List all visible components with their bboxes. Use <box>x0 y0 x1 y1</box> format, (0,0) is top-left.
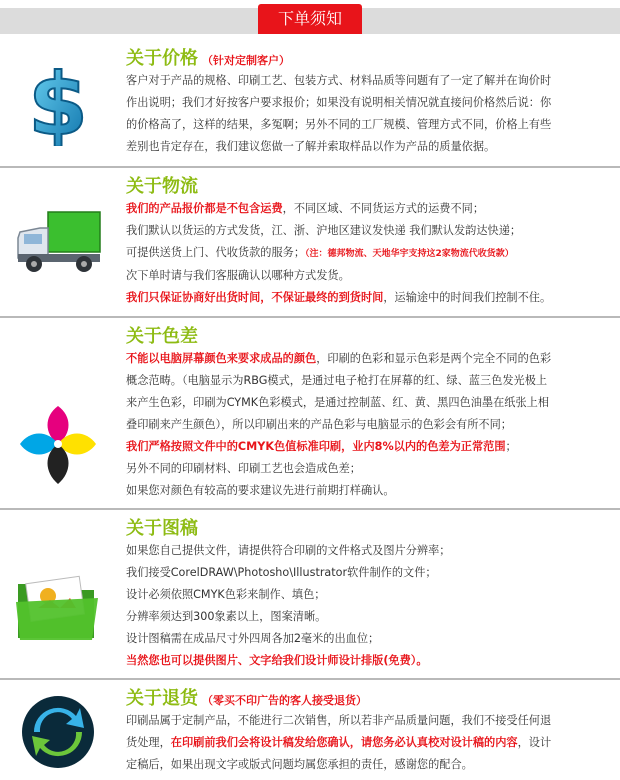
price-subtitle: （针对定制客户） <box>202 54 290 67</box>
logistics-line-5 <box>126 287 606 309</box>
section-returns <box>0 680 620 779</box>
color-title: 关于色差 <box>126 326 198 347</box>
returns-line-2-b: ，设计 <box>517 736 552 749</box>
returns-title-text: 关于退货 <box>126 688 198 709</box>
section-color <box>0 318 620 510</box>
color-body <box>126 348 606 502</box>
returns-subtitle: （零买不印广告的客人接受退货） <box>202 694 367 707</box>
color-line-5 <box>126 436 606 458</box>
artwork-line-2: 我们接受CorelDRAW\Photosho\Illustrator软件制作的文件； <box>126 566 437 579</box>
returns-line-1: 印刷品属于定制产品，不能进行二次销售，所以若非产品质量问题，我们不接受任何退 <box>126 714 552 727</box>
price-line: 差别也肯定存在，我们建议您做一了解并索取样品以作为产品的质量依据。 <box>126 140 496 153</box>
price-title-text: 关于价格 <box>126 48 198 69</box>
folder-icon <box>14 562 102 650</box>
artwork-line-4: 分辨率须达到300象素以上，图案清晰。 <box>126 610 327 623</box>
logistics-line-5-red: 我们只保证协商好出货时间，不保证最终的到货时间 <box>126 291 384 304</box>
header-tab <box>258 4 362 34</box>
artwork-line-5: 设计图稿需在成品尺寸外四周各加2毫米的出血位； <box>126 632 380 645</box>
svg-text:$: $ <box>28 58 88 146</box>
logistics-line-3 <box>126 242 606 265</box>
truck-icon <box>14 198 102 286</box>
logistics-note: （注：德邦物流、天地华宇支持这2家物流代收货款） <box>305 249 514 259</box>
logistics-body <box>126 198 606 309</box>
artwork-title: 关于图稿 <box>126 518 198 539</box>
section-artwork <box>0 510 620 680</box>
returns-title <box>126 684 367 710</box>
header <box>0 0 620 34</box>
color-line-1 <box>126 348 606 370</box>
artwork-line-1: 如果您自己提供文件，请提供符合印刷的文件格式及图片分辨率； <box>126 544 451 557</box>
returns-line-3: 定稿后，如果出现文字或版式问题均属您承担的责任，感谢您的配合。 <box>126 758 473 771</box>
section-logistics <box>0 168 620 318</box>
color-line-1-rest: ，印刷的色彩和显示色彩是两个完全不同的色彩 <box>316 352 552 365</box>
color-line-5-red: 我们严格按照文件中的CMYK色值标准印刷，业内8%以内的色差为正常范围 <box>126 440 506 453</box>
logistics-line-5-rest: ，运输途中的时间我们控制不住。 <box>383 291 552 304</box>
header-title: 下单须知 <box>277 9 342 28</box>
price-line: 的价格高了，这样的结果，多冤啊；另外不同的工厂规模、管理方式不同，价格上有些 <box>126 118 552 131</box>
returns-line-2-red: 在印刷前我们会将设计稿发给您确认，请您务必认真校对设计稿的内容 <box>170 736 518 749</box>
color-line-7: 如果您对颜色有较高的要求建议先进行前期打样确认。 <box>126 484 395 497</box>
price-line: 作出说明；我们才好按客户要求报价；如果没有说明相关情况就直接问价格然后说：你 <box>126 96 552 109</box>
logistics-line-4: 次下单时请与我们客服确认以哪种方式发货。 <box>126 269 350 282</box>
logistics-line-1-rest: ，不同区域、不同货运方式的运费不同； <box>282 202 485 215</box>
price-body <box>126 70 606 158</box>
color-line-2: 概念范畴。（电脑显示为RBG模式，是通过电子枪打在屏幕的红、绿、蓝三色发光极上 <box>126 374 548 387</box>
logistics-line-1-red: 我们的产品报价都是不包含运费 <box>126 202 283 215</box>
returns-line-2-a: 货处理， <box>126 736 171 749</box>
cmyk-icon <box>14 400 102 488</box>
color-line-3: 来产生色彩，印刷为CYMK色彩模式，是通过控制蓝、红、黄、黑四色油墨在纸张上相 <box>126 396 550 409</box>
price-title <box>126 44 290 70</box>
dollar-icon <box>14 58 102 146</box>
color-line-5-rest: ； <box>505 440 517 453</box>
section-price <box>0 40 620 168</box>
price-line: 客户对于产品的规格、印刷工艺、包装方式、材料品质等问题有了一定了解并在询价时 <box>126 74 552 87</box>
return-arrows-icon <box>14 688 102 776</box>
artwork-line-6: 当然您也可以提供图片、文字给我们设计师设计排版(免费）。 <box>126 654 428 667</box>
artwork-line-3: 设计必须依照CMYK色彩来制作、填色； <box>126 588 326 601</box>
returns-body <box>126 710 606 776</box>
logistics-title: 关于物流 <box>126 176 198 197</box>
logistics-line-1 <box>126 198 606 220</box>
color-line-6: 另外不同的印刷材料、印刷工艺也会造成色差； <box>126 462 361 475</box>
logistics-line-3-text: 可提供送货上门、代收货款的服务； <box>126 246 306 259</box>
color-line-4: 叠印刷来产生颜色），所以印刷出来的产品色彩与电脑显示的色彩会有所不同； <box>126 418 512 431</box>
color-line-1-red: 不能以电脑屏幕颜色来要求成品的颜色 <box>126 352 317 365</box>
returns-line-2 <box>126 732 606 754</box>
artwork-body <box>126 540 606 672</box>
logistics-line-2: 我们默认以货运的方式发货，江、浙、沪地区建议发快递 我们默认发韵达快递； <box>126 224 522 237</box>
